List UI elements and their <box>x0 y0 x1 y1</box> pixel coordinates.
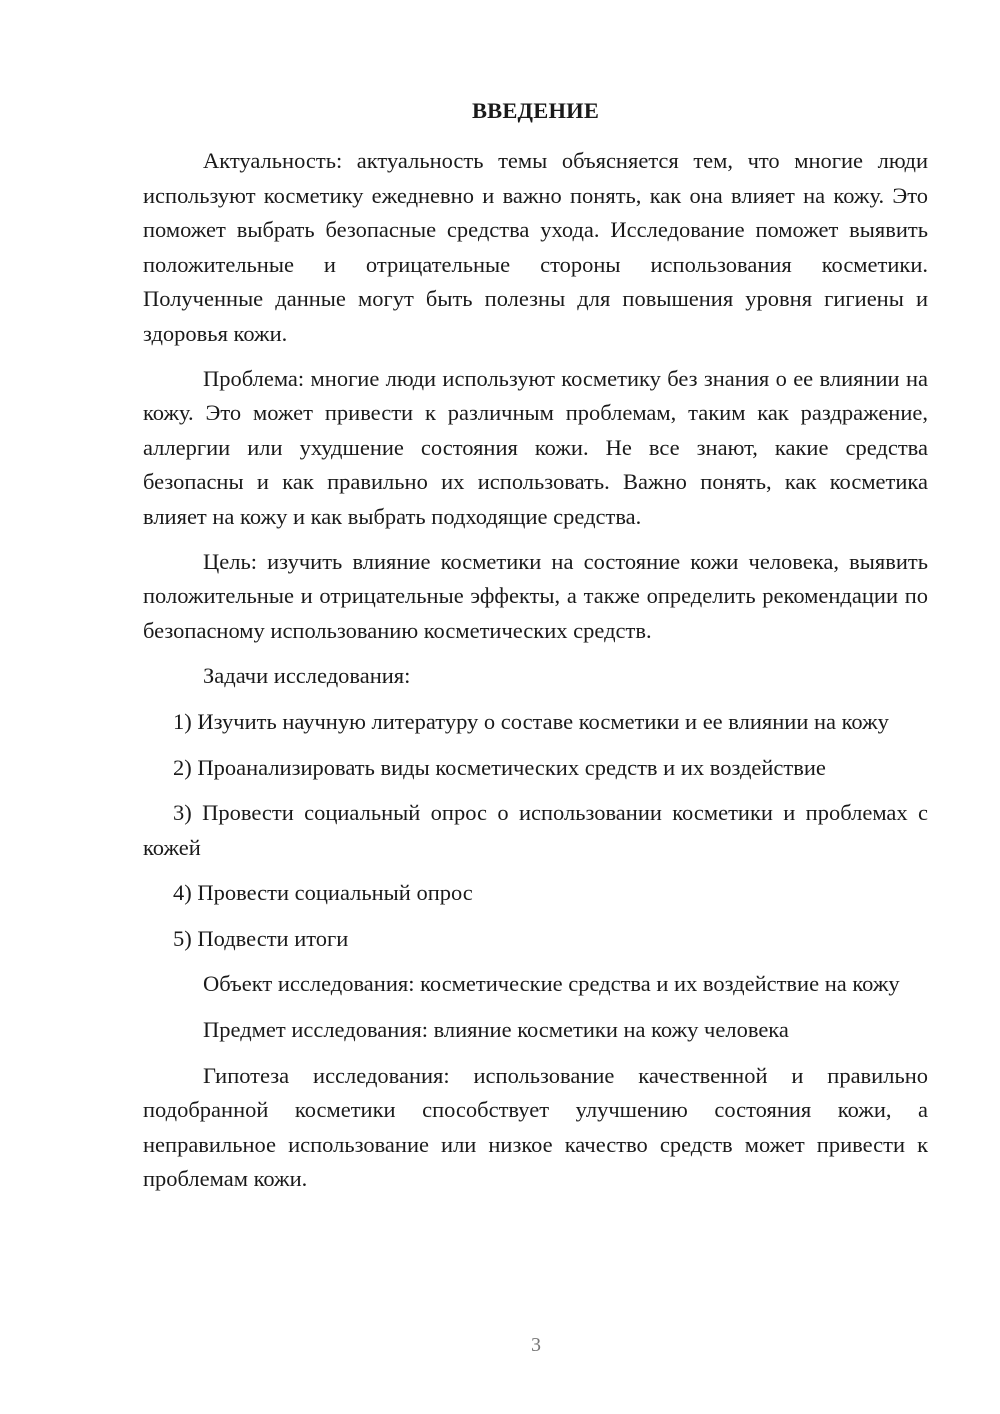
tasks-heading: Задачи исследования: <box>203 663 411 689</box>
task-item-4: 4) Провести социальный опрос <box>173 880 473 906</box>
object-paragraph: Объект исследования: косметические средства и их воздействие на кожу <box>203 971 900 997</box>
hypothesis-paragraph: Гипотеза исследования: использование качественной и правильно подобранной косметики способствует улучшению состояния кожи, а неправильное использование или низкое качество средств может привести к проблемам кожи. <box>143 1062 928 1192</box>
problem-paragraph: Проблема: многие люди используют косметику без знания о ее влиянии на кожу. Это может привести к различным проблемам, таким как раздражение, аллергии или ухудшение состояния кожи. Не все знают, какие средства безопасны и как правильно их использовать. Важно понять, как косметика влияет на кожу и как выбрать подходящие средства. <box>143 365 928 529</box>
task-item-1: 1) Изучить научную литературу о составе косметики и ее влиянии на кожу <box>173 708 889 734</box>
page-number: 3 <box>531 1334 541 1356</box>
goal-paragraph: Цель: изучить влияние косметики на состояние кожи человека, выявить положительные и отрицательные эффекты, а также определить рекомендации по безопасному использованию косметических средств. <box>143 548 928 643</box>
section-title: ВВЕДЕНИЕ <box>471 98 600 123</box>
task-item-5: 5) Подвести итоги <box>173 925 349 951</box>
task-item-3: 3) Провести социальный опрос о использовании косметики и проблемах с кожей <box>143 800 928 860</box>
relevance-paragraph: Актуальность: актуальность темы объясняется тем, что многие люди используют косметику ежедневно и важно понять, как она влияет на кожу. Это поможет выбрать безопасные средства ухода. Исследование поможет выявить положительные и отрицательные стороны использования косметики. Полученные данные могут быть полезны для повышения уровня гигиены и здоровья кожи. <box>143 148 928 346</box>
subject-paragraph: Предмет исследования: влияние косметики на кожу человека <box>203 1017 789 1043</box>
page-content <box>143 96 928 1197</box>
task-item-2: 2) Проанализировать виды косметических средств и их воздействие <box>173 754 826 780</box>
